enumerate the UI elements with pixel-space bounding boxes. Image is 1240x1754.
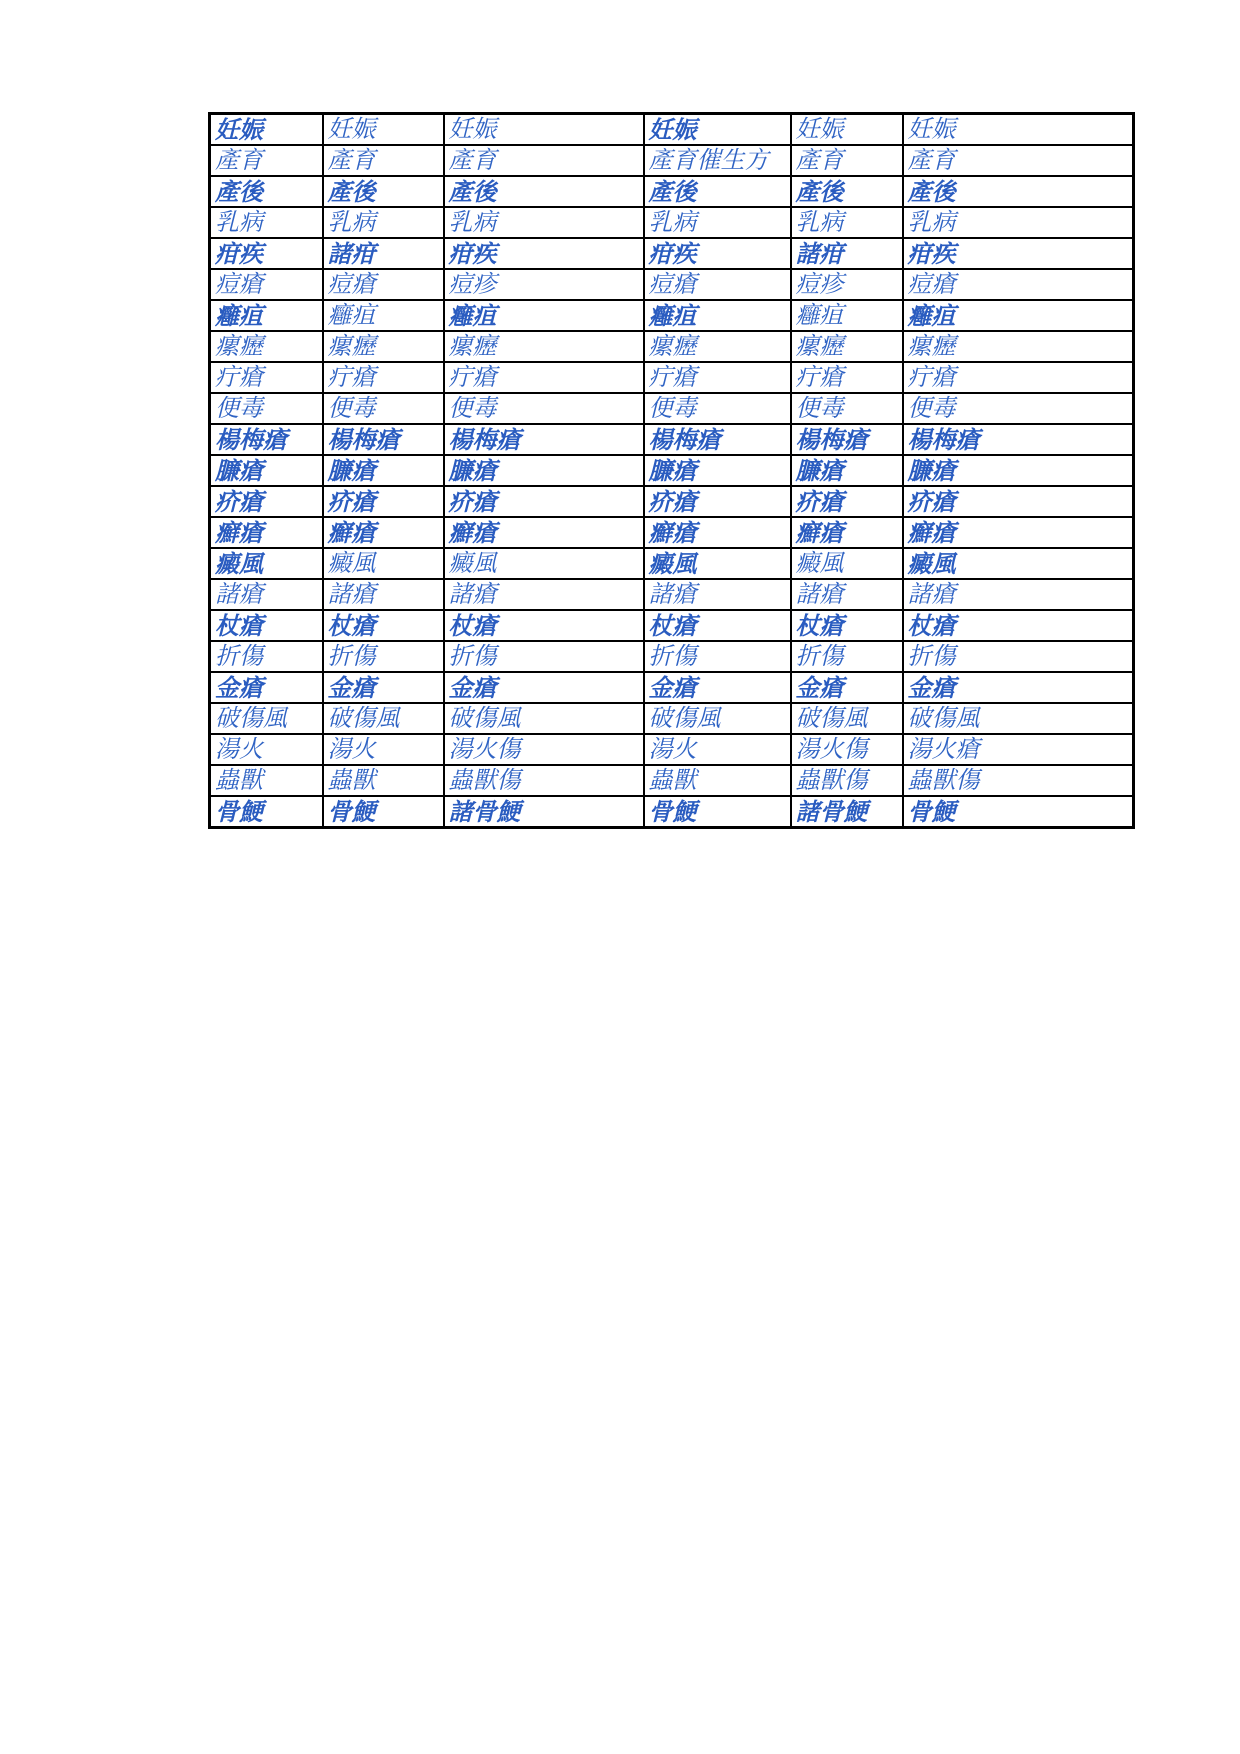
table-cell: 癰疽 xyxy=(791,300,903,331)
table-cell: 瘰癧 xyxy=(444,331,644,362)
table-cell: 骨鯁 xyxy=(323,796,444,828)
table-cell: 癜風 xyxy=(644,548,791,579)
table-cell: 諸瘡 xyxy=(791,579,903,610)
table-cell: 金瘡 xyxy=(444,672,644,703)
table-cell: 癬瘡 xyxy=(323,517,444,548)
table-cell: 便毒 xyxy=(903,393,1134,424)
table-cell: 臁瘡 xyxy=(903,455,1134,486)
table-row xyxy=(210,176,1134,207)
table-body xyxy=(210,114,1134,828)
table-row xyxy=(210,393,1134,424)
table-cell: 杖瘡 xyxy=(791,610,903,641)
table-cell: 蟲獸傷 xyxy=(444,765,644,796)
table-cell: 諸瘡 xyxy=(210,579,323,610)
table-cell: 疳疾 xyxy=(644,238,791,269)
table-cell: 蟲獸 xyxy=(644,765,791,796)
table-cell: 產育催生方 xyxy=(644,145,791,176)
table-row xyxy=(210,517,1134,548)
table-row xyxy=(210,734,1134,765)
table-cell: 湯火 xyxy=(644,734,791,765)
table-cell: 癬瘡 xyxy=(210,517,323,548)
table-cell: 產後 xyxy=(903,176,1134,207)
table-row xyxy=(210,672,1134,703)
table-cell: 諸瘡 xyxy=(903,579,1134,610)
category-table xyxy=(208,112,1135,829)
table-cell: 癜風 xyxy=(791,548,903,579)
table-cell: 折傷 xyxy=(210,641,323,672)
table-cell: 楊梅瘡 xyxy=(903,424,1134,455)
table-cell: 產後 xyxy=(323,176,444,207)
table-cell: 乳病 xyxy=(210,207,323,238)
table-cell: 楊梅瘡 xyxy=(791,424,903,455)
table-row xyxy=(210,331,1134,362)
table-cell: 諸骨鯁 xyxy=(444,796,644,828)
table-cell: 骨鯁 xyxy=(903,796,1134,828)
table-cell: 妊娠 xyxy=(210,114,323,146)
table-cell: 破傷風 xyxy=(444,703,644,734)
table-cell: 諸瘡 xyxy=(323,579,444,610)
table-cell: 便毒 xyxy=(323,393,444,424)
table-cell: 痘瘡 xyxy=(323,269,444,300)
table-cell: 蟲獸 xyxy=(210,765,323,796)
table-cell: 疥瘡 xyxy=(644,486,791,517)
table-cell: 破傷風 xyxy=(644,703,791,734)
table-cell: 癬瘡 xyxy=(903,517,1134,548)
table-cell: 蟲獸傷 xyxy=(791,765,903,796)
table-cell: 痘疹 xyxy=(791,269,903,300)
table-cell: 癰疽 xyxy=(323,300,444,331)
table-cell: 癰疽 xyxy=(444,300,644,331)
table-cell: 癰疽 xyxy=(644,300,791,331)
table-row xyxy=(210,455,1134,486)
table-cell: 疥瘡 xyxy=(791,486,903,517)
table-cell: 金瘡 xyxy=(903,672,1134,703)
table-cell: 瘰癧 xyxy=(210,331,323,362)
table-cell: 杖瘡 xyxy=(644,610,791,641)
table-cell: 湯火 xyxy=(323,734,444,765)
table-cell: 杖瘡 xyxy=(210,610,323,641)
table-cell: 痘瘡 xyxy=(903,269,1134,300)
table-row xyxy=(210,703,1134,734)
table-cell: 妊娠 xyxy=(791,114,903,146)
table-cell: 折傷 xyxy=(644,641,791,672)
table-cell: 折傷 xyxy=(444,641,644,672)
table-cell: 金瘡 xyxy=(644,672,791,703)
table-cell: 楊梅瘡 xyxy=(644,424,791,455)
table-cell: 癬瘡 xyxy=(644,517,791,548)
table-cell: 金瘡 xyxy=(791,672,903,703)
table-cell: 疔瘡 xyxy=(444,362,644,393)
table-cell: 乳病 xyxy=(644,207,791,238)
table-cell: 瘰癧 xyxy=(791,331,903,362)
table-cell: 癰疽 xyxy=(903,300,1134,331)
table-cell: 臁瘡 xyxy=(323,455,444,486)
table-cell: 癜風 xyxy=(444,548,644,579)
table-cell: 疳疾 xyxy=(903,238,1134,269)
table-cell: 折傷 xyxy=(323,641,444,672)
table-cell: 諸瘡 xyxy=(644,579,791,610)
table-cell: 諸骨鯁 xyxy=(791,796,903,828)
table-cell: 疔瘡 xyxy=(903,362,1134,393)
table-cell: 臁瘡 xyxy=(644,455,791,486)
table-row xyxy=(210,207,1134,238)
table-cell: 破傷風 xyxy=(903,703,1134,734)
table-cell: 產育 xyxy=(791,145,903,176)
table-cell: 金瘡 xyxy=(323,672,444,703)
table-cell: 楊梅瘡 xyxy=(323,424,444,455)
table-cell: 疥瘡 xyxy=(903,486,1134,517)
table-cell: 破傷風 xyxy=(323,703,444,734)
table-cell: 癜風 xyxy=(323,548,444,579)
table-cell: 痘瘡 xyxy=(210,269,323,300)
table-cell: 諸瘡 xyxy=(444,579,644,610)
table-cell: 疔瘡 xyxy=(210,362,323,393)
table-cell: 癬瘡 xyxy=(791,517,903,548)
table-cell: 疥瘡 xyxy=(444,486,644,517)
table-cell: 乳病 xyxy=(323,207,444,238)
table-cell: 妊娠 xyxy=(444,114,644,146)
table-cell: 妊娠 xyxy=(644,114,791,146)
table-cell: 諸疳 xyxy=(323,238,444,269)
table-row xyxy=(210,641,1134,672)
table-cell: 產後 xyxy=(644,176,791,207)
table-cell: 湯火瘡 xyxy=(903,734,1134,765)
table-cell: 便毒 xyxy=(791,393,903,424)
table-row xyxy=(210,579,1134,610)
table-cell: 湯火傷 xyxy=(791,734,903,765)
table-cell: 臁瘡 xyxy=(791,455,903,486)
table-cell: 癜風 xyxy=(903,548,1134,579)
table-cell: 骨鯁 xyxy=(210,796,323,828)
table-cell: 臁瘡 xyxy=(210,455,323,486)
table-cell: 乳病 xyxy=(444,207,644,238)
table-row xyxy=(210,114,1134,146)
table-row xyxy=(210,362,1134,393)
table-cell: 產育 xyxy=(210,145,323,176)
table-cell: 產育 xyxy=(903,145,1134,176)
table-row xyxy=(210,486,1134,517)
table-cell: 骨鯁 xyxy=(644,796,791,828)
table-cell: 破傷風 xyxy=(791,703,903,734)
table-cell: 便毒 xyxy=(210,393,323,424)
table-cell: 折傷 xyxy=(903,641,1134,672)
table-row xyxy=(210,145,1134,176)
table-cell: 癬瘡 xyxy=(444,517,644,548)
table-cell: 臁瘡 xyxy=(444,455,644,486)
table-cell: 湯火 xyxy=(210,734,323,765)
table-cell: 痘疹 xyxy=(444,269,644,300)
table-cell: 痘瘡 xyxy=(644,269,791,300)
table-cell: 產後 xyxy=(210,176,323,207)
table-cell: 便毒 xyxy=(444,393,644,424)
table-cell: 疔瘡 xyxy=(644,362,791,393)
table-row xyxy=(210,765,1134,796)
table-cell: 產育 xyxy=(323,145,444,176)
table-cell: 蟲獸 xyxy=(323,765,444,796)
table-cell: 疳疾 xyxy=(210,238,323,269)
table-cell: 便毒 xyxy=(644,393,791,424)
table-cell: 楊梅瘡 xyxy=(444,424,644,455)
table-cell: 產育 xyxy=(444,145,644,176)
table-cell: 癜風 xyxy=(210,548,323,579)
table-cell: 妊娠 xyxy=(903,114,1134,146)
table-cell: 妊娠 xyxy=(323,114,444,146)
table-cell: 楊梅瘡 xyxy=(210,424,323,455)
table-cell: 產後 xyxy=(791,176,903,207)
table-cell: 瘰癧 xyxy=(644,331,791,362)
table-cell: 諸疳 xyxy=(791,238,903,269)
table-cell: 疔瘡 xyxy=(791,362,903,393)
table-row xyxy=(210,300,1134,331)
table-cell: 杖瘡 xyxy=(323,610,444,641)
table-cell: 疥瘡 xyxy=(210,486,323,517)
table-cell: 瘰癧 xyxy=(903,331,1134,362)
table-row xyxy=(210,424,1134,455)
table-cell: 破傷風 xyxy=(210,703,323,734)
table-cell: 疔瘡 xyxy=(323,362,444,393)
table-cell: 乳病 xyxy=(903,207,1134,238)
table-cell: 產後 xyxy=(444,176,644,207)
table-row xyxy=(210,269,1134,300)
table-cell: 蟲獸傷 xyxy=(903,765,1134,796)
table-cell: 杖瘡 xyxy=(444,610,644,641)
table-cell: 湯火傷 xyxy=(444,734,644,765)
table-cell: 乳病 xyxy=(791,207,903,238)
table-cell: 瘰癧 xyxy=(323,331,444,362)
table-cell: 金瘡 xyxy=(210,672,323,703)
table-cell: 疳疾 xyxy=(444,238,644,269)
table-cell: 折傷 xyxy=(791,641,903,672)
table-row xyxy=(210,238,1134,269)
table-cell: 杖瘡 xyxy=(903,610,1134,641)
table-row xyxy=(210,610,1134,641)
table-row xyxy=(210,548,1134,579)
table-row xyxy=(210,796,1134,828)
table-cell: 癰疽 xyxy=(210,300,323,331)
table-cell: 疥瘡 xyxy=(323,486,444,517)
